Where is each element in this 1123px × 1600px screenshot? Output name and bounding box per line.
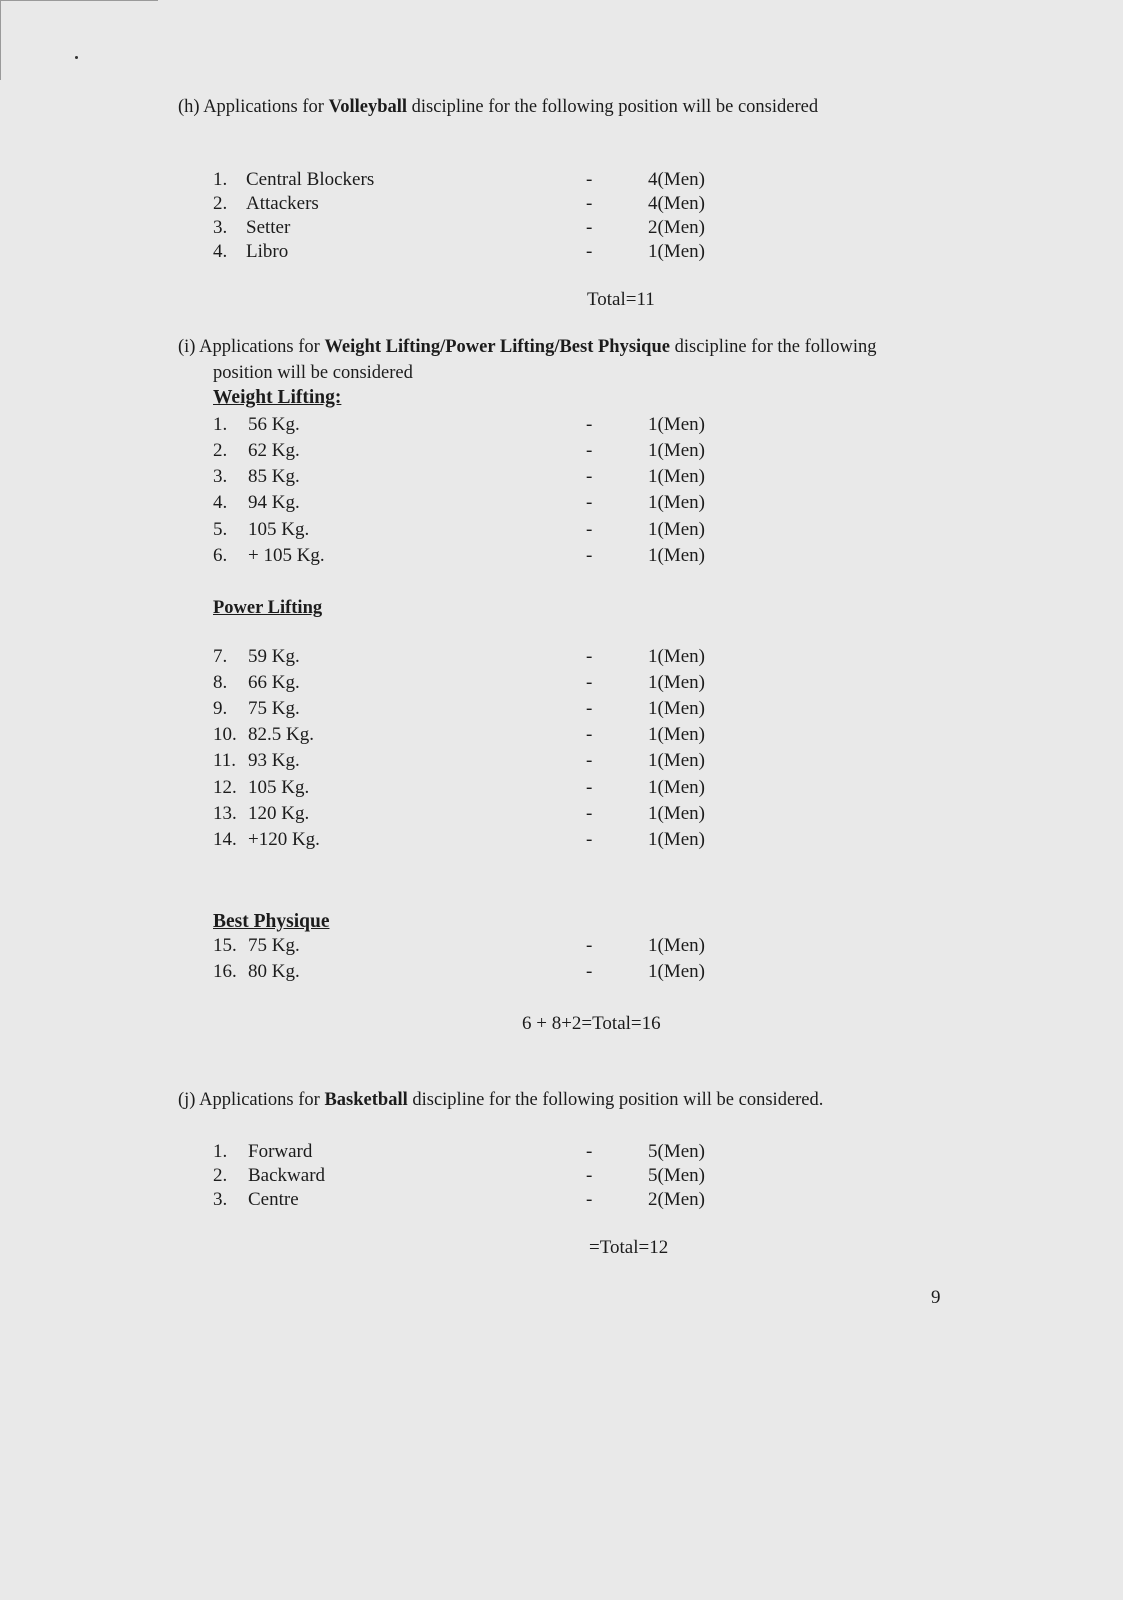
- item-label: 120 Kg.: [248, 803, 310, 824]
- section-j-marker: (j): [178, 1090, 196, 1110]
- list-item: [0, 803, 1123, 827]
- item-count: 1(Men): [648, 492, 705, 513]
- item-number: 14.: [213, 829, 237, 850]
- item-label: Backward: [248, 1165, 326, 1186]
- item-label: Libro: [246, 241, 289, 262]
- section-j-intro-before: Applications for: [199, 1090, 325, 1110]
- section-i-marker: (i): [178, 337, 196, 357]
- item-label: +120 Kg.: [248, 829, 320, 850]
- item-dash: -: [586, 241, 593, 262]
- section-j-intro-after: discipline for the following position will be considered.: [407, 1090, 824, 1110]
- item-label: 105 Kg.: [248, 519, 310, 540]
- item-dash: -: [586, 414, 593, 435]
- list-item: [0, 724, 1123, 748]
- item-dash: -: [586, 492, 593, 513]
- section-i-discipline: Weight Lifting/Power Lifting/Best Physique: [324, 337, 670, 357]
- power-lifting-heading: Power Lifting: [213, 598, 323, 618]
- item-count: 1(Men): [648, 829, 705, 850]
- item-label: 94 Kg.: [248, 492, 300, 513]
- list-item: [0, 440, 1123, 464]
- item-dash: -: [586, 217, 593, 238]
- item-count: 4(Men): [648, 169, 705, 190]
- item-dash: -: [586, 698, 593, 719]
- item-label: 75 Kg.: [248, 935, 300, 956]
- item-count: 5(Men): [648, 1141, 705, 1162]
- list-item: [0, 750, 1123, 774]
- section-j-intro: [178, 1087, 823, 1113]
- list-item: [0, 935, 1123, 959]
- item-label: Centre: [248, 1189, 299, 1210]
- item-number: 7.: [213, 646, 228, 667]
- section-i-intro: [178, 334, 877, 360]
- list-item: [0, 217, 1123, 241]
- item-number: 1.: [213, 169, 228, 190]
- volleyball-total: Total=11: [587, 289, 655, 310]
- item-dash: -: [586, 519, 593, 540]
- list-item: [0, 1189, 1123, 1213]
- item-count: 1(Men): [648, 777, 705, 798]
- weight-lifting-heading: Weight Lifting:: [213, 387, 342, 408]
- item-count: 1(Men): [648, 672, 705, 693]
- item-number: 2.: [213, 440, 228, 461]
- list-item: [0, 466, 1123, 490]
- item-count: 1(Men): [648, 440, 705, 461]
- item-label: 66 Kg.: [248, 672, 300, 693]
- item-dash: -: [586, 646, 593, 667]
- item-number: 3.: [213, 1189, 228, 1210]
- list-item: [0, 672, 1123, 696]
- section-h-marker: (h): [178, 97, 200, 117]
- section-i-intro-before: Applications for: [199, 337, 325, 357]
- item-dash: -: [586, 777, 593, 798]
- item-label: Central Blockers: [246, 169, 375, 190]
- item-count: 2(Men): [648, 1189, 705, 1210]
- item-count: 1(Men): [648, 724, 705, 745]
- item-dash: -: [586, 440, 593, 461]
- list-item: [0, 646, 1123, 670]
- item-label: + 105 Kg.: [248, 545, 325, 566]
- item-number: 2.: [213, 193, 228, 214]
- item-number: 2.: [213, 1165, 228, 1186]
- item-number: 6.: [213, 545, 228, 566]
- item-number: 5.: [213, 519, 228, 540]
- list-item: [0, 414, 1123, 438]
- item-label: Setter: [246, 217, 291, 238]
- item-number: 12.: [213, 777, 237, 798]
- list-item: [0, 169, 1123, 193]
- item-dash: -: [586, 466, 593, 487]
- item-label: 75 Kg.: [248, 698, 300, 719]
- basketball-total: =Total=12: [589, 1237, 669, 1258]
- item-number: 10.: [213, 724, 237, 745]
- section-i-intro-line2: position will be considered: [213, 363, 413, 383]
- item-count: 1(Men): [648, 961, 705, 982]
- item-dash: -: [586, 672, 593, 693]
- section-h-intro: [178, 94, 818, 120]
- item-count: 1(Men): [648, 414, 705, 435]
- item-dash: -: [586, 1165, 593, 1186]
- item-dash: -: [586, 193, 593, 214]
- item-label: 85 Kg.: [248, 466, 300, 487]
- section-i-intro-after: discipline for the following: [669, 337, 877, 357]
- item-count: 1(Men): [648, 466, 705, 487]
- item-label: Forward: [248, 1141, 313, 1162]
- item-dash: -: [586, 1189, 593, 1210]
- item-number: 3.: [213, 466, 228, 487]
- item-dash: -: [586, 803, 593, 824]
- scan-edge-left: [0, 0, 1, 80]
- item-dash: -: [586, 545, 593, 566]
- list-item: [0, 1165, 1123, 1189]
- item-count: 4(Men): [648, 193, 705, 214]
- scan-edge-top: [0, 0, 158, 1]
- list-item: [0, 829, 1123, 853]
- list-item: [0, 519, 1123, 543]
- item-label: 56 Kg.: [248, 414, 300, 435]
- section-j-discipline: Basketball: [324, 1090, 408, 1110]
- list-item: [0, 777, 1123, 801]
- item-count: 1(Men): [648, 698, 705, 719]
- item-dash: -: [586, 724, 593, 745]
- list-item: [0, 961, 1123, 985]
- item-count: 1(Men): [648, 750, 705, 771]
- item-number: 11.: [213, 750, 237, 771]
- item-dash: -: [586, 935, 593, 956]
- item-label: 105 Kg.: [248, 777, 310, 798]
- item-number: 9.: [213, 698, 228, 719]
- best-physique-heading: Best Physique: [213, 911, 330, 932]
- item-count: 1(Men): [648, 519, 705, 540]
- item-dash: -: [586, 961, 593, 982]
- item-label: 59 Kg.: [248, 646, 300, 667]
- item-label: 82.5 Kg.: [248, 724, 314, 745]
- item-number: 3.: [213, 217, 228, 238]
- item-number: 13.: [213, 803, 237, 824]
- section-h-discipline: Volleyball: [328, 97, 408, 117]
- list-item: [0, 1141, 1123, 1165]
- item-count: 2(Men): [648, 217, 705, 238]
- item-number: 4.: [213, 241, 228, 262]
- item-dash: -: [586, 750, 593, 771]
- list-item: [0, 241, 1123, 265]
- item-dash: -: [586, 1141, 593, 1162]
- item-count: 1(Men): [648, 935, 705, 956]
- section-h-intro-after: discipline for the following position will be considered: [407, 97, 819, 117]
- item-count: 1(Men): [648, 241, 705, 262]
- item-number: 15.: [213, 935, 237, 956]
- item-count: 1(Men): [648, 803, 705, 824]
- list-item: [0, 698, 1123, 722]
- item-number: 4.: [213, 492, 228, 513]
- item-label: 62 Kg.: [248, 440, 300, 461]
- weight-lifting-total: 6 + 8+2=Total=16: [522, 1013, 661, 1034]
- item-count: 1(Men): [648, 646, 705, 667]
- item-label: 93 Kg.: [248, 750, 300, 771]
- list-item: [0, 492, 1123, 516]
- item-number: 1.: [213, 414, 228, 435]
- item-label: 80 Kg.: [248, 961, 300, 982]
- scan-speck: [75, 56, 78, 59]
- item-number: 8.: [213, 672, 228, 693]
- list-item: [0, 193, 1123, 217]
- item-count: 5(Men): [648, 1165, 705, 1186]
- section-h-intro-before: Applications for: [203, 97, 329, 117]
- list-item: [0, 545, 1123, 569]
- item-number: 16.: [213, 961, 237, 982]
- item-label: Attackers: [246, 193, 319, 214]
- item-dash: -: [586, 829, 593, 850]
- page-number: 9: [931, 1287, 941, 1308]
- item-number: 1.: [213, 1141, 228, 1162]
- item-dash: -: [586, 169, 593, 190]
- item-count: 1(Men): [648, 545, 705, 566]
